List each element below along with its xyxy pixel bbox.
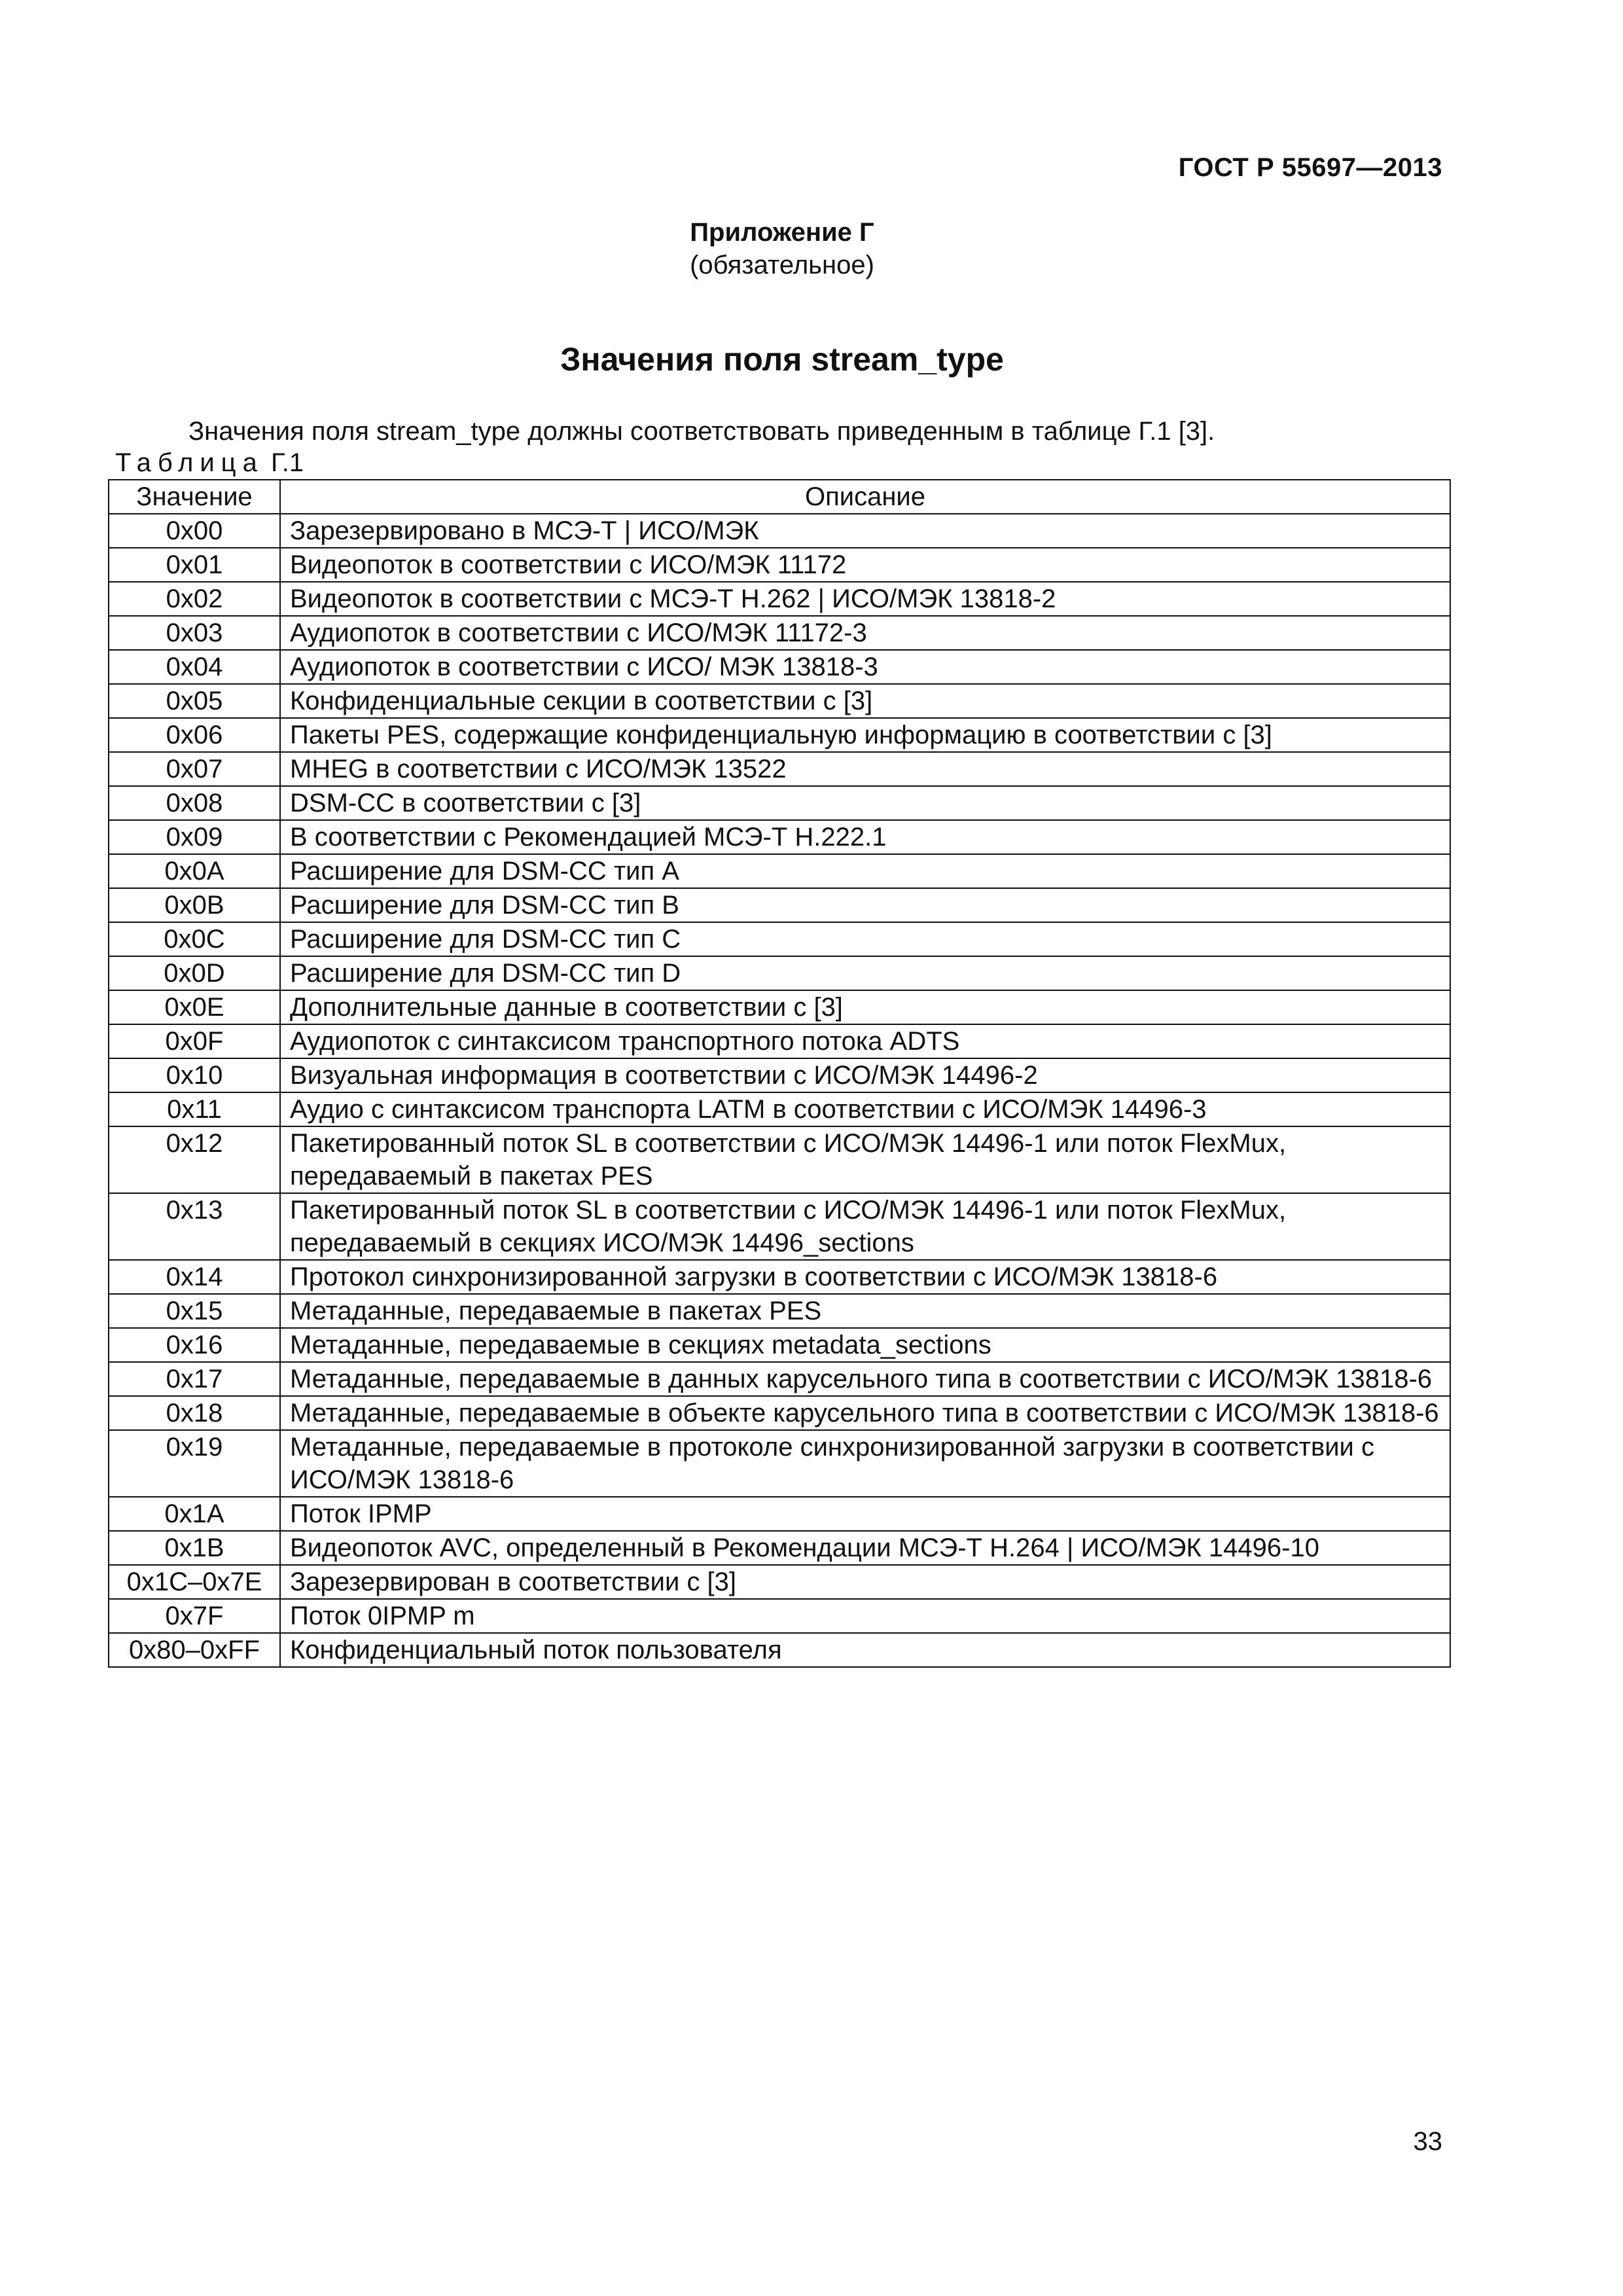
stream-type-description-cell: Конфиденциальный поток пользователя <box>280 1633 1450 1667</box>
stream-type-description-cell: Пакетированный поток SL в соответствии с ИСО/МЭК 14496-1 или поток FlexMux, передаваемый в пакетах PES <box>280 1126 1450 1193</box>
stream-type-description-cell: Метаданные, передаваемые в протоколе синхронизированной загрузки в соответствии с ИСО/МЭК 13818-6 <box>280 1430 1450 1497</box>
table-row <box>109 548 1450 582</box>
stream-type-description-cell: Зарезервирован в соответствии с [3] <box>280 1565 1450 1599</box>
table-row <box>109 1497 1450 1531</box>
stream-type-value-cell: 0x15 <box>109 1294 280 1328</box>
stream-type-value-cell: 0x02 <box>109 582 280 616</box>
standard-code: ГОСТ Р 55697—2013 <box>1178 153 1442 182</box>
stream-type-description-cell: Видеопоток в соответствии с МСЭ-Т H.262 | ИСО/МЭК 13818-2 <box>280 582 1450 616</box>
appendix-status: (обязательное) <box>690 251 874 279</box>
stream-type-value-cell: 0x12 <box>109 1126 280 1193</box>
table-row <box>109 1193 1450 1260</box>
stream-type-value-cell: 0x0E <box>109 990 280 1024</box>
stream-type-description-cell: Поток 0IPMP m <box>280 1599 1450 1633</box>
stream-type-value-cell: 0x18 <box>109 1396 280 1430</box>
table-row <box>109 956 1450 990</box>
table-row <box>109 1126 1450 1193</box>
table-row <box>109 1024 1450 1058</box>
table-row <box>109 1633 1450 1667</box>
stream-type-description-cell: Пакетированный поток SL в соответствии с ИСО/МЭК 14496-1 или поток FlexMux, передаваемый в секциях ИСО/МЭК 14496_sections <box>280 1193 1450 1260</box>
stream-type-description-cell: Дополнительные данные в соответствии с [3] <box>280 990 1450 1024</box>
table-caption <box>115 446 304 479</box>
table-row <box>109 854 1450 888</box>
stream-type-value-cell: 0x0C <box>109 922 280 956</box>
stream-type-value-cell: 0x03 <box>109 616 280 650</box>
table-row <box>109 1260 1450 1294</box>
table-row <box>109 1058 1450 1092</box>
stream-type-value-cell: 0x0D <box>109 956 280 990</box>
stream-type-value-cell: 0x06 <box>109 718 280 752</box>
intro-paragraph: Значения поля stream_type должны соответствовать приведенным в таблице Г.1 [3]. <box>188 417 1215 446</box>
stream-type-description-cell: Аудиопоток в соответствии с ИСО/МЭК 11172-3 <box>280 616 1450 650</box>
stream-type-value-cell: 0x1B <box>109 1531 280 1565</box>
table-body <box>109 514 1450 1667</box>
stream-type-value-cell: 0x11 <box>109 1092 280 1126</box>
stream-type-description-cell: Метаданные, передаваемые в объекте карусельного типа в соответствии с ИСО/МЭК 13818-6 <box>280 1396 1450 1430</box>
stream-type-description-cell: Расширение для DSM-CC тип A <box>280 854 1450 888</box>
column-header-value: Значение <box>109 480 280 514</box>
appendix-title: Приложение Г <box>690 218 874 247</box>
table-row <box>109 718 1450 752</box>
section-title: Значения поля stream_type <box>560 341 1004 378</box>
table-row <box>109 1294 1450 1328</box>
table-row <box>109 1565 1450 1599</box>
stream-type-value-cell: 0x08 <box>109 786 280 820</box>
stream-type-value-cell: 0x07 <box>109 752 280 786</box>
table-row <box>109 650 1450 684</box>
table-row <box>109 820 1450 854</box>
stream-type-description-cell: Метаданные, передаваемые в секциях metadata_sections <box>280 1328 1450 1362</box>
stream-type-value-cell: 0x7F <box>109 1599 280 1633</box>
stream-type-value-cell: 0x00 <box>109 514 280 548</box>
stream-type-value-cell: 0x10 <box>109 1058 280 1092</box>
column-header-description: Описание <box>280 480 1450 514</box>
table-row <box>109 1328 1450 1362</box>
table-row <box>109 616 1450 650</box>
stream-type-value-cell: 0x04 <box>109 650 280 684</box>
table-row <box>109 1599 1450 1633</box>
stream-type-table <box>108 479 1451 1668</box>
table-row <box>109 786 1450 820</box>
stream-type-description-cell: Конфиденциальные секции в соответствии с [3] <box>280 684 1450 718</box>
stream-type-description-cell: MHEG в соответствии с ИСО/МЭК 13522 <box>280 752 1450 786</box>
stream-type-description-cell: Протокол синхронизированной загрузки в соответствии с ИСО/МЭК 13818-6 <box>280 1260 1450 1294</box>
stream-type-description-cell: Метаданные, передаваемые в пакетах PES <box>280 1294 1450 1328</box>
stream-type-value-cell: 0x13 <box>109 1193 280 1260</box>
stream-type-description-cell: Визуальная информация в соответствии с ИСО/МЭК 14496-2 <box>280 1058 1450 1092</box>
table-row <box>109 514 1450 548</box>
stream-type-description-cell: Расширение для DSM-CC тип D <box>280 956 1450 990</box>
stream-type-description-cell: Видеопоток AVC, определенный в Рекомендации МСЭ-Т H.264 | ИСО/МЭК 14496-10 <box>280 1531 1450 1565</box>
stream-type-description-cell: Поток IPMP <box>280 1497 1450 1531</box>
stream-type-value-cell: 0x19 <box>109 1430 280 1497</box>
table-row <box>109 752 1450 786</box>
table-row <box>109 582 1450 616</box>
stream-type-value-cell: 0x0F <box>109 1024 280 1058</box>
table-row <box>109 1396 1450 1430</box>
table-header-row <box>109 480 1450 514</box>
stream-type-value-cell: 0x17 <box>109 1362 280 1396</box>
stream-type-value-cell: 0x05 <box>109 684 280 718</box>
stream-type-description-cell: Аудио с синтаксисом транспорта LATM в соответствии с ИСО/МЭК 14496-3 <box>280 1092 1450 1126</box>
stream-type-value-cell: 0x1A <box>109 1497 280 1531</box>
table-row <box>109 1092 1450 1126</box>
stream-type-description-cell: Расширение для DSM-CC тип C <box>280 922 1450 956</box>
table-row <box>109 1362 1450 1396</box>
table-caption-number: Г.1 <box>270 448 304 477</box>
table-row <box>109 684 1450 718</box>
stream-type-description-cell: Расширение для DSM-CC тип B <box>280 888 1450 922</box>
stream-type-description-cell: Видеопоток в соответствии с ИСО/МЭК 11172 <box>280 548 1450 582</box>
table-row <box>109 922 1450 956</box>
stream-type-description-cell: Аудиопоток в соответствии с ИСО/ МЭК 13818-3 <box>280 650 1450 684</box>
stream-type-value-cell: 0x01 <box>109 548 280 582</box>
stream-type-value-cell: 0x16 <box>109 1328 280 1362</box>
stream-type-value-cell: 0x80–0xFF <box>109 1633 280 1667</box>
stream-type-value-cell: 0x0A <box>109 854 280 888</box>
stream-type-value-cell: 0x0B <box>109 888 280 922</box>
table-row <box>109 888 1450 922</box>
table-row <box>109 1531 1450 1565</box>
stream-type-value-cell: 0x1C–0x7E <box>109 1565 280 1599</box>
appendix-heading <box>0 216 1564 281</box>
table-row <box>109 990 1450 1024</box>
stream-type-description-cell: DSM-CC в соответствии с [3] <box>280 786 1450 820</box>
stream-type-description-cell: Метаданные, передаваемые в данных карусельного типа в соответствии с ИСО/МЭК 13818-6 <box>280 1362 1450 1396</box>
table-caption-word: Таблица <box>115 448 264 477</box>
stream-type-description-cell: В соответствии с Рекомендацией МСЭ-Т Н.222.1 <box>280 820 1450 854</box>
stream-type-description-cell: Пакеты PES, содержащие конфиденциальную информацию в соответствии с [3] <box>280 718 1450 752</box>
stream-type-description-cell: Зарезервировано в МСЭ-Т | ИСО/МЭК <box>280 514 1450 548</box>
stream-type-value-cell: 0x09 <box>109 820 280 854</box>
stream-type-description-cell: Аудиопоток с синтаксисом транспортного потока ADTS <box>280 1024 1450 1058</box>
stream-type-value-cell: 0x14 <box>109 1260 280 1294</box>
page-number: 33 <box>1413 2127 1442 2156</box>
table-row <box>109 1430 1450 1497</box>
